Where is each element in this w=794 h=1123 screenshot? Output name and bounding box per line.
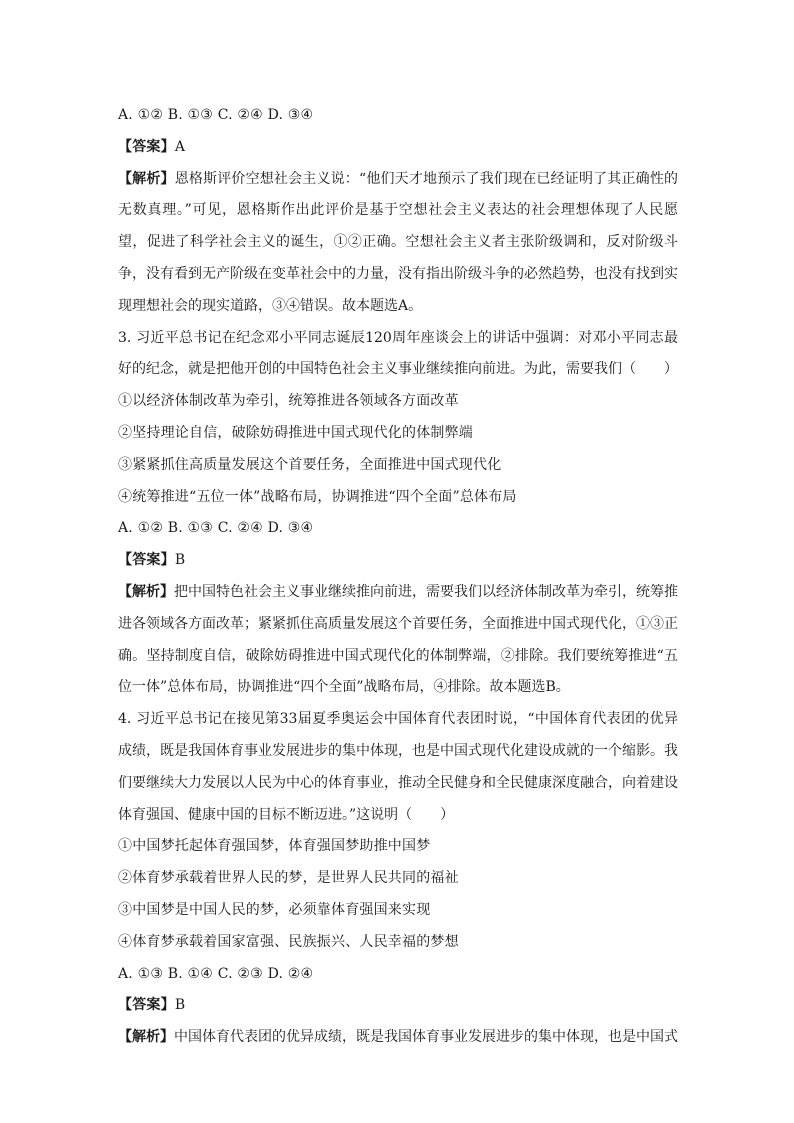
answer-value: B: [174, 997, 186, 1014]
q4-answer: [118, 990, 678, 1022]
answer-label: 【答案】: [118, 138, 175, 155]
q4-choice-1: ①中国梦托起体育强国梦，体育强国梦助推中国梦: [118, 838, 431, 855]
q2-analysis: [118, 164, 678, 323]
analysis-label: 【解析】: [118, 583, 174, 600]
q2-answer: [118, 132, 678, 164]
answer-label: 【答案】: [118, 552, 175, 569]
q4-choice-2: ②体育梦承载着世界人民的梦，是世界人民共同的福祉: [118, 870, 459, 887]
q4-options: A. ①③ B. ①④ C. ②③ D. ②④: [118, 965, 314, 982]
analysis-label: 【解析】: [118, 1029, 174, 1046]
q3-options: A. ①② B. ①③ C. ②④ D. ③④: [118, 520, 314, 537]
q4-stem: 4. 习近平总书记在接见第33届夏季奥运会中国体育代表团时说，“中国体育代表团的优异成绩，既是我国体育事业发展进步的集中体现，也是中国式现代化建设成就的一个缩影。我们要继续大力发展以人民为中心的体育事业，推动全民健身和全民健康深度融合，向着建设体育强国、健康中国的目标不断迈进。”这说明（ ）: [118, 711, 678, 823]
q3-choice-1: ①以经济体制改革为牵引，统筹推进各领域各方面改革: [118, 393, 459, 410]
q3-analysis: [118, 577, 678, 704]
q3-choice-3: ③紧紧抓住高质量发展这个首要任务，全面推进中国式现代化: [118, 456, 502, 473]
q4-analysis: [118, 1022, 678, 1054]
q3-stem: 3. 习近平总书记在纪念邓小平同志诞辰120周年座谈会上的讲话中强调：对邓小平同志最好的纪念，就是把他开创的中国特色社会主义事业继续推向前进。为此，需要我们（ ）: [118, 329, 678, 378]
analysis-text: 中国体育代表团的优异成绩，既是我国体育事业发展进步的集中体现，也是中国式: [174, 1029, 678, 1046]
q3-choice-2: ②坚持理论自信，破除妨碍推进中国式现代化的体制弊端: [118, 424, 473, 441]
analysis-text: 恩格斯评价空想社会主义说：“他们天才地预示了我们现在已经证明了其正确性的无数真理。”可见，恩格斯作出此评价是基于空想社会主义表达的社会理想体现了人民愿望，促进了科学社会主义的诞生，①②正确。空想社会主义者主张阶级调和，反对阶级斗争，没有看到无产阶级在变革社会中的力量，没有指出阶级斗争的必然趋势，也没有找到实现理想社会的现实道路，③④错误。故本题选A。: [118, 170, 679, 314]
q2-options: A. ①② B. ①③ C. ②④ D. ③④: [118, 107, 314, 123]
analysis-text: 把中国特色社会主义事业继续推向前进，需要我们以经济体制改革为牵引，统筹推进各领域各方面改革；紧紧抓住高质量发展这个首要任务，全面推进中国式现代化，①③正确。坚持制度自信，破除妨碍推进中国式现代化的体制弊端，②排除。我们要统筹推进“五位一体”总体布局，协调推进“四个全面”战略布局，④排除。故本题选B。: [118, 583, 678, 696]
answer-value: A: [174, 138, 186, 155]
answer-value: B: [174, 552, 186, 569]
q4-choice-3: ③中国梦是中国人民的梦，必须靠体育强国来实现: [118, 901, 431, 918]
q3-answer: [118, 545, 678, 577]
answer-label: 【答案】: [118, 997, 175, 1014]
document-page: [118, 100, 678, 1054]
analysis-label: 【解析】: [118, 170, 175, 187]
q4-choice-4: ④体育梦承载着国家富强、民族振兴、人民幸福的梦想: [118, 933, 459, 950]
q3-choice-4: ④统筹推进“五位一体”战略布局，协调推进“四个全面”总体布局: [118, 488, 517, 505]
